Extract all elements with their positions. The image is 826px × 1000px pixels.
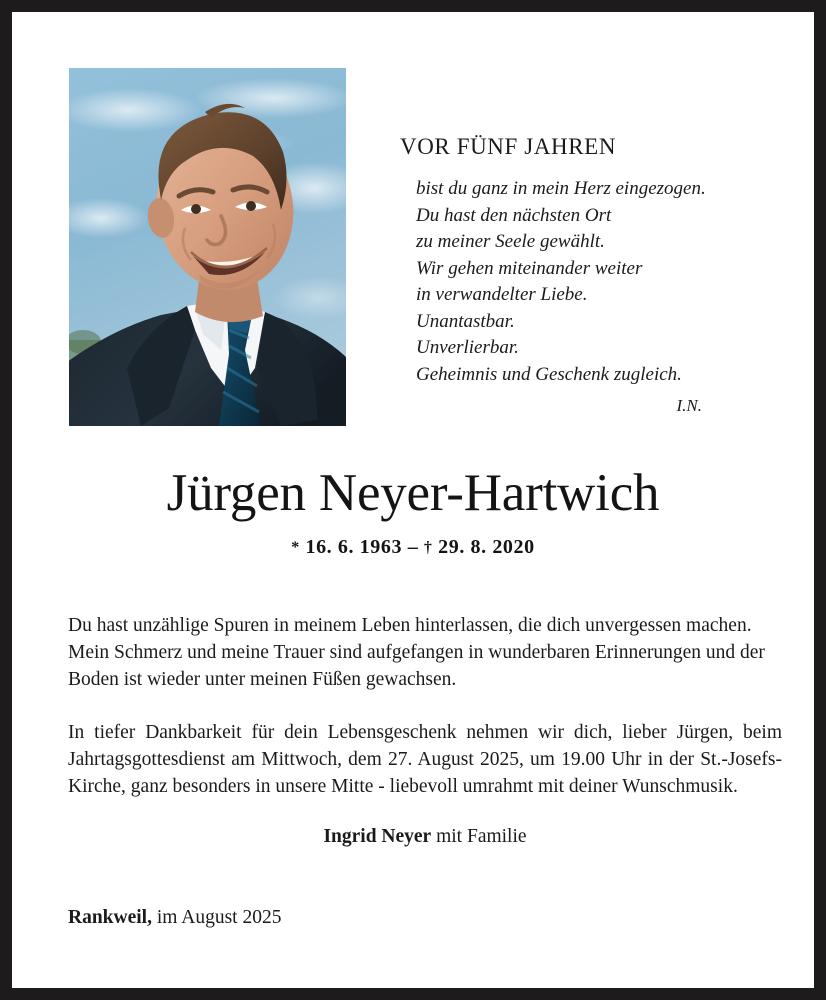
death-date: 29. 8. 2020: [438, 536, 535, 559]
signatory-name: Ingrid Neyer: [323, 826, 432, 847]
poem-line: Unantastbar.: [416, 310, 515, 332]
life-dates: [12, 536, 814, 559]
signature-line: [68, 826, 782, 848]
header-section: [12, 12, 814, 432]
signatory-suffix: mit Familie: [431, 826, 527, 847]
portrait-photo-graphic: [69, 68, 346, 426]
place-name: Rankweil,: [68, 907, 152, 928]
poem-line: bist du ganz in mein Herz eingezogen.: [416, 178, 706, 199]
place-date-line: [68, 907, 281, 929]
poem-line: zu meiner Seele gewählt.: [416, 231, 605, 252]
poem-block: [400, 134, 730, 416]
poem-line: Du hast den nächsten Ort: [416, 204, 612, 226]
poem-lines: [400, 176, 730, 388]
body-copy: [68, 612, 782, 848]
poem-line: Unverlierbar.: [416, 337, 519, 358]
deceased-name: Jürgen Neyer-Hartwich: [166, 464, 660, 522]
poem-heading: VOR FÜNF JAHREN: [400, 134, 617, 159]
poem-attribution: I.N.: [676, 396, 702, 415]
place-date: im August 2025: [151, 907, 282, 928]
memorial-paragraph-2: In tiefer Dankbarkeit für dein Lebensgeschenk nehmen wir dich, lieber Jürgen, beim Jahrtagsgottesdienst am Mittwoch, dem 27. August 2025, um 19.00 Uhr in der St.-Josefs-Kirche, ganz besonders in unsere Mitte - liebevoll umrahmt mit deiner Wunschmusik.: [68, 722, 782, 797]
date-separator: –: [407, 536, 419, 559]
poem-line: Wir gehen miteinander weiter: [416, 257, 643, 279]
birth-date: 16. 6. 1963: [305, 536, 403, 559]
portrait-photo: [69, 68, 346, 426]
obituary-card: [12, 12, 814, 988]
poem-line: in verwandelter Liebe.: [416, 284, 588, 305]
memorial-paragraph-1: Du hast unzählige Spuren in meinem Leben hinterlassen, die dich unvergessen machen. Mein Schmerz und meine Trauer sind aufgefangen in wunderbaren Erinnerungen und der Boden ist wieder unter meinen Füßen gewachsen.: [68, 615, 765, 690]
name-block: [12, 464, 814, 559]
birth-symbol: *: [291, 539, 300, 557]
poem-line: Geheimnis und Geschenk zugleich.: [416, 363, 682, 385]
death-symbol: †: [423, 539, 433, 557]
